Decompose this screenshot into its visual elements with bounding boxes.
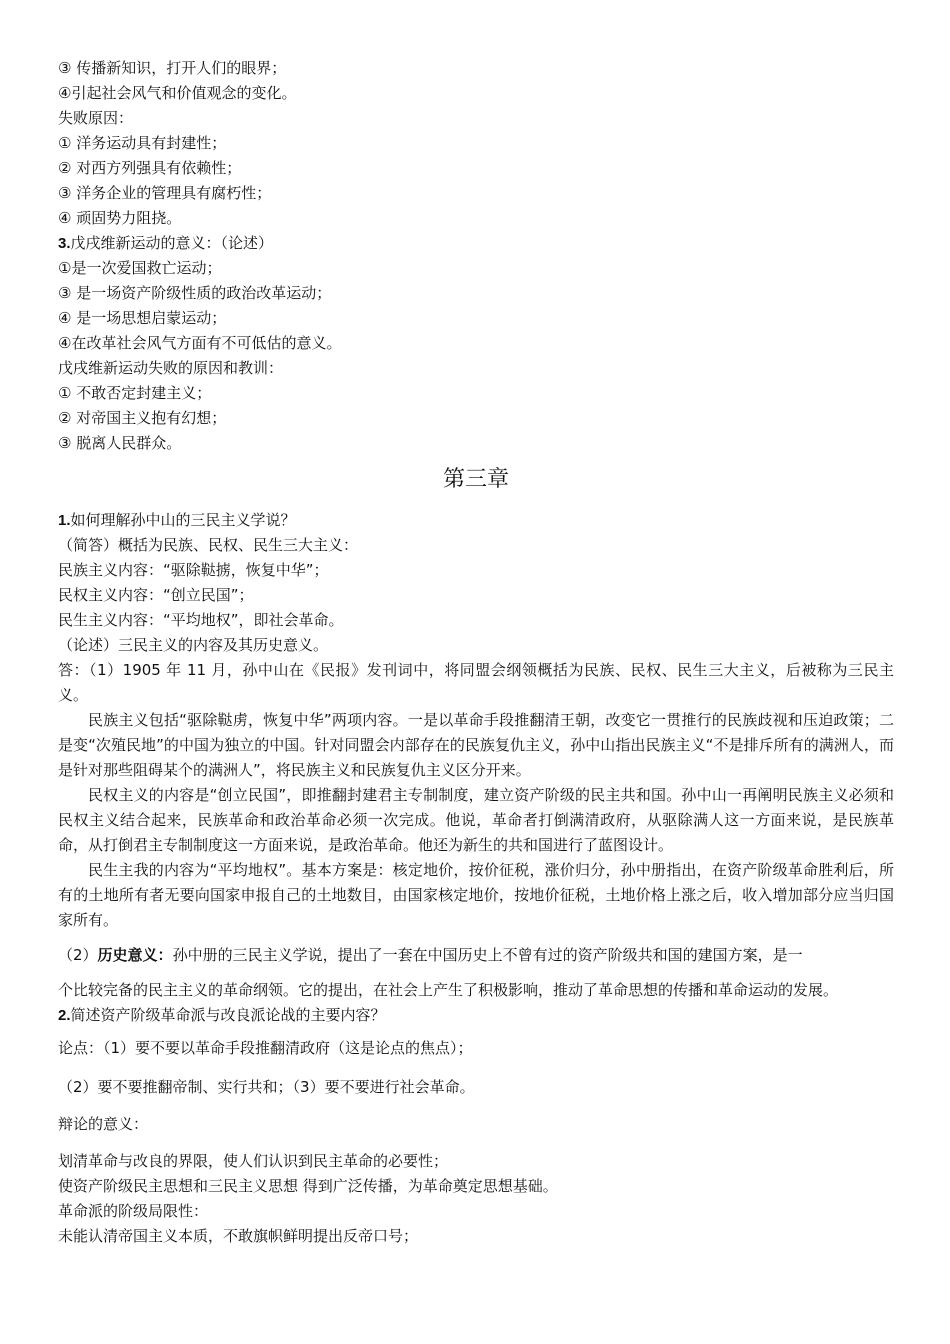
list-item: ③ 脱离人民群众。 bbox=[58, 434, 182, 452]
debate-label: 辩论的意义： bbox=[58, 1115, 149, 1133]
points-line bbox=[58, 1036, 894, 1061]
list-item: ③ 洋务企业的管理具有腐朽性； bbox=[58, 184, 272, 202]
minsheng-paragraph: 民生主我的内容为“平均地权”。基本方案是：核定地价，按价征税，涨价归分，孙中册指出，在资产阶级革命胜利后，所有的土地所有者无要向国家申报自己的土地数目，由国家核定地价，按地价征税，土地价格上涨之后，收入增加部分应当归国家所有。 bbox=[58, 861, 894, 929]
list-item: ③ 是一场资产阶级性质的政治改革运动； bbox=[58, 284, 332, 302]
question-text: 简述资产阶级革命派与改良派论战的主要内容？ bbox=[70, 1006, 386, 1024]
minzu-paragraph: 民族主义包括“驱除鞑虏，恢复中华”两项内容。一是以革命手段推翻清王朝，改变它一贯推行的民族歧视和压迫政策；二是变“次殖民地”的中国为独立的中国。针对同盟会内部存在的民族复仇主义，孙中山指出民族主义“不是排斥所有的满洲人，而是针对那些阻碍某个的满洲人”，将民族主义和民族复仇主义区分开来。 bbox=[58, 711, 894, 779]
significance-prefix: （2） bbox=[58, 946, 98, 964]
list-item: 使资产阶级民主思想和三民主义思想 得到广泛传播，为革命奠定思想基础。 bbox=[58, 1177, 558, 1195]
debate-list bbox=[58, 1149, 894, 1249]
question-heading bbox=[58, 1003, 894, 1028]
chapter-title: 第三章 bbox=[442, 467, 509, 492]
list-item: 失败原因： bbox=[58, 109, 134, 127]
text-line: 民权主义内容：“创立民国”； bbox=[58, 586, 254, 604]
list-item: ④在改革社会风气方面有不可低估的意义。 bbox=[58, 334, 342, 352]
question-number: 2. bbox=[58, 1007, 71, 1024]
list-item: ④ 顽固势力阻挠。 bbox=[58, 209, 182, 227]
significance-continued: 个比较完备的民主主义的革命纲领。它的提出，在社会上产生了积极影响，推动了革命思想的传播和革命运动的发展。 bbox=[58, 981, 839, 999]
list-item: ③ 传播新知识，打开人们的眼界； bbox=[58, 59, 287, 77]
list-item: ①是一次爱国救亡运动； bbox=[58, 259, 222, 277]
list-item: ④ 是一场思想启蒙运动； bbox=[58, 309, 227, 327]
question-text: 如何理解孙中山的三民主义学说？ bbox=[70, 511, 296, 529]
text-line: 民生主义内容：“平均地权”，即社会革命。 bbox=[58, 611, 344, 629]
minquan-paragraph: 民权主义的内容是“创立民国”，即推翻封建君主专制制度，建立资产阶级的民主共和国。孙中山一再阐明民族主义必须和民权主义结合起来，民族革命和政治革命必须一次完成。他说，革命者打倒满清政府，从驱除满人这一方面来说，是民族革命，从打倒君主专制制度这一方面来说，是政治革命。他还为新生的共和国进行了蓝图设计。 bbox=[58, 786, 894, 854]
list-item: ② 对西方列强具有依赖性； bbox=[58, 159, 242, 177]
question-number: 3. bbox=[58, 235, 71, 252]
list-item: 未能认清帝国主义本质，不敢旗帜鲜明提出反帝口号； bbox=[58, 1227, 419, 1245]
significance-label: 历史意义： bbox=[97, 946, 173, 964]
question-heading bbox=[58, 508, 894, 533]
list-item: 划清革命与改良的界限，使人们认识到民主革命的必要性； bbox=[58, 1152, 449, 1170]
list-item: ① 不敢否定封建主义； bbox=[58, 384, 212, 402]
question-number: 1. bbox=[58, 512, 71, 529]
text-line: （简答）概括为民族、民权、民生三大主义： bbox=[58, 536, 359, 554]
list-item: 革命派的阶级局限性： bbox=[58, 1202, 209, 1220]
list-item: ① 洋务运动具有封建性； bbox=[58, 134, 227, 152]
significance-line bbox=[58, 943, 894, 968]
points-line-2: （2）要不要推翻帝制、实行共和；（3）要不要进行社会革命。 bbox=[58, 1078, 475, 1096]
list-item: ② 对帝国主义抱有幻想； bbox=[58, 409, 227, 427]
q3-list bbox=[58, 256, 894, 456]
list-item: ④引起社会风气和价值观念的变化。 bbox=[58, 84, 297, 102]
answer-paragraph: 答：（1）1905 年 11 月，孙中山在《民报》发刊词中，将同盟会纲领概括为民族、民权、民生三大主义，后被称为三民主义。 bbox=[58, 661, 894, 704]
text-line: 民族主义内容：“驱除鞑掳，恢复中华”； bbox=[58, 561, 329, 579]
document-page bbox=[58, 56, 894, 1249]
points-text: （1）要不要以革命手段推翻清政府（这是论点的焦点）； bbox=[103, 1039, 473, 1057]
points-label: 论点： bbox=[58, 1039, 104, 1057]
significance-text: 孙中册的三民主义学说，提出了一套在中国历史上不曾有过的资产阶级共和国的建国方案，是一 bbox=[172, 946, 803, 964]
question-text: 戊戌维新运动的意义：（论述） bbox=[70, 234, 274, 252]
question-heading bbox=[58, 231, 894, 256]
top-list bbox=[58, 56, 894, 231]
text-line: （论述）三民主义的内容及其历史意义。 bbox=[58, 636, 329, 654]
list-item: 戊戌维新运动失败的原因和教训： bbox=[58, 359, 284, 377]
